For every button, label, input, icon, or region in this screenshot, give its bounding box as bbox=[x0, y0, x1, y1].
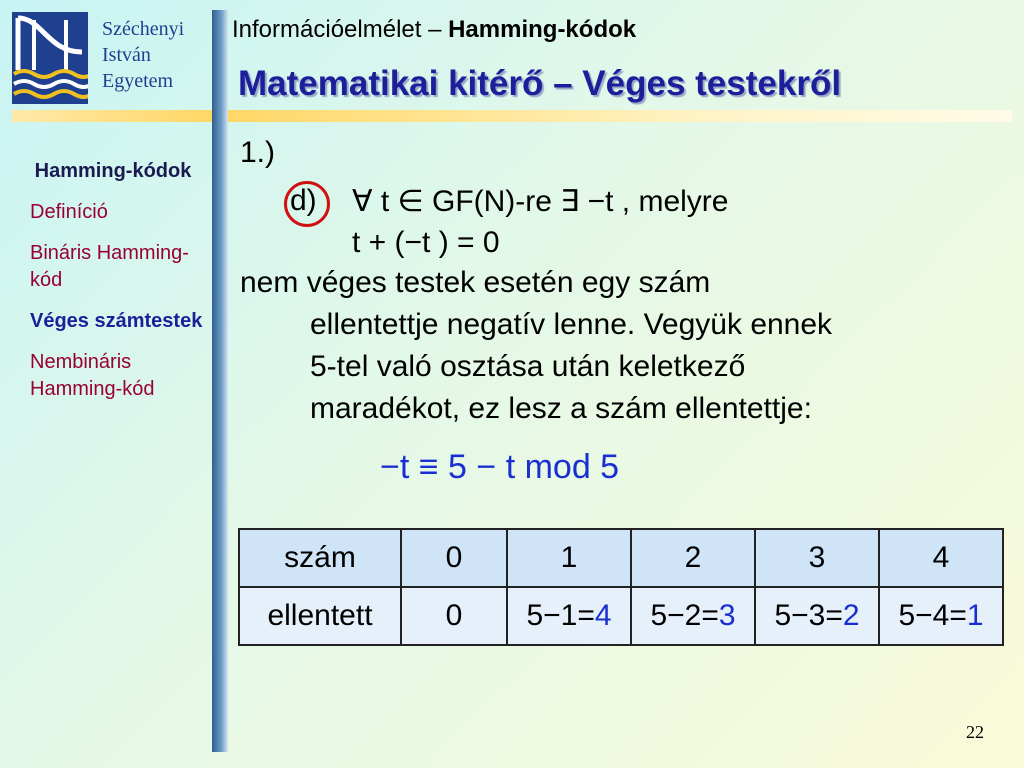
cell-expr: 5−2= bbox=[650, 599, 719, 632]
sidebar-nav bbox=[20, 158, 206, 417]
sidebar-divider bbox=[212, 10, 228, 752]
paragraph-line-4: maradékot, ez lesz a szám ellentettje: bbox=[310, 392, 812, 425]
table-cell bbox=[507, 587, 631, 645]
table-cell: 0 bbox=[401, 529, 507, 587]
logo-line-3: Egyetem bbox=[102, 70, 174, 92]
course-topic: Hamming-kódok bbox=[448, 16, 637, 43]
nav-item-binaris[interactable]: Bináris Hamming-kód bbox=[30, 242, 189, 291]
nav-item-definicio[interactable]: Definíció bbox=[30, 201, 108, 223]
table-cell: szám bbox=[239, 529, 401, 587]
table-cell bbox=[755, 587, 879, 645]
table-row bbox=[239, 529, 1003, 587]
nav-item-nembinaris[interactable]: Nembináris Hamming-kód bbox=[30, 351, 155, 400]
table-cell bbox=[879, 587, 1003, 645]
logo-line-1: Széchenyi bbox=[102, 18, 185, 40]
logo-line-2: István bbox=[102, 44, 151, 66]
table-cell: 2 bbox=[631, 529, 755, 587]
item-number: 1.) bbox=[240, 136, 276, 169]
course-prefix: Információelmélet – bbox=[232, 16, 449, 43]
table-cell bbox=[401, 587, 507, 645]
table-cell bbox=[631, 587, 755, 645]
table-cell: 1 bbox=[507, 529, 631, 587]
table-cell: 3 bbox=[755, 529, 879, 587]
opposites-table bbox=[238, 528, 1004, 646]
table-row bbox=[239, 587, 1003, 645]
forall-statement: ∀ t ∈ GF(N)-re ∃ −t , melyre bbox=[352, 185, 729, 218]
paragraph-line-2: ellentettje negatív lenne. Vegyük ennek bbox=[310, 308, 833, 341]
table-cell: ellentett bbox=[239, 587, 401, 645]
item-d-label: d) bbox=[290, 184, 317, 217]
cell-result: 2 bbox=[842, 599, 860, 632]
cell-expr: 5−4= bbox=[898, 599, 967, 632]
university-name bbox=[102, 16, 184, 94]
nav-section-hamming[interactable]: Hamming-kódok bbox=[34, 160, 192, 182]
nav-item-veges[interactable]: Véges számtestek bbox=[30, 310, 203, 332]
header-divider-left bbox=[12, 110, 212, 122]
university-logo bbox=[12, 12, 88, 104]
course-title bbox=[232, 16, 636, 44]
paragraph-line-1: nem véges testek esetén egy szám bbox=[240, 266, 711, 299]
cell-expr: 0 bbox=[445, 599, 463, 632]
slide-title: Matematikai kitérő – Véges testekről bbox=[238, 64, 842, 103]
cell-expr: 5−3= bbox=[774, 599, 843, 632]
cell-result: 1 bbox=[966, 599, 984, 632]
table-cell: 4 bbox=[879, 529, 1003, 587]
header-divider-right bbox=[228, 110, 1012, 122]
paragraph-line-3: 5-tel való osztása után keletkező bbox=[310, 350, 746, 383]
cell-expr: 5−1= bbox=[526, 599, 595, 632]
cell-result: 4 bbox=[594, 599, 612, 632]
page-number: 22 bbox=[966, 722, 984, 742]
cell-result: 3 bbox=[718, 599, 736, 632]
modulo-formula: −t ≡ 5 − t mod 5 bbox=[380, 448, 620, 486]
identity-statement: t + (−t ) = 0 bbox=[352, 226, 500, 259]
